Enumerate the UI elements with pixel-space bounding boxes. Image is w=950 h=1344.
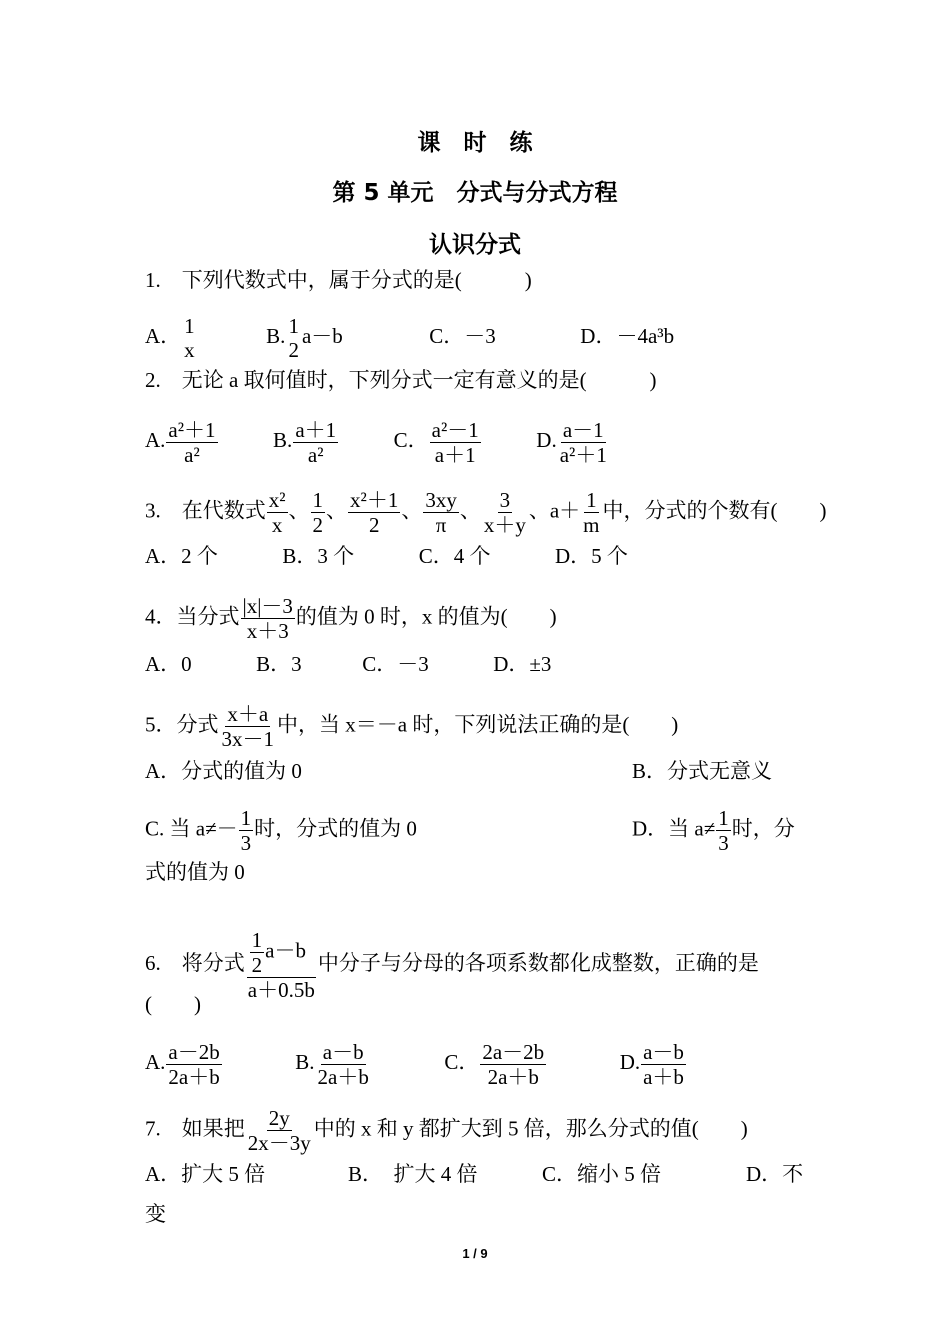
numerator	[247, 928, 316, 978]
question-7-stem	[145, 1106, 748, 1155]
option-label: B.	[295, 1050, 315, 1075]
option-label: D.	[536, 428, 557, 453]
option-text: C. 当 a≠－	[145, 816, 238, 841]
numerator: 1	[312, 488, 324, 512]
q1-option-a	[145, 314, 203, 363]
numerator: a²＋1	[168, 418, 216, 442]
q6-option-b	[295, 1040, 372, 1090]
numerator: x＋a	[227, 702, 269, 726]
stem-text: 中，分式的个数有( )	[602, 498, 827, 523]
stem-text: 、a＋	[528, 498, 581, 523]
question-2-options	[145, 418, 610, 467]
option-text: D．当 a≠	[632, 816, 716, 841]
stem-text: 3. 在代数式	[145, 498, 266, 523]
q3-option-d: D．5 个	[554, 544, 628, 568]
question-1-options	[145, 314, 674, 362]
numerator: 1	[288, 314, 299, 338]
question-3-options	[145, 542, 628, 570]
fraction	[480, 1040, 546, 1089]
stem-text: 中分子与分母的各项系数都化成整数，正确的是	[317, 951, 759, 976]
denominator: 3	[240, 831, 252, 856]
q7-option-d-wrap: 变	[145, 1202, 166, 1226]
question-4-stem	[145, 594, 557, 643]
q2-option-d	[536, 418, 610, 468]
fraction	[558, 418, 609, 467]
numerator: 1	[240, 806, 252, 830]
denominator: 2a＋b	[487, 1065, 539, 1090]
q5-option-b: B．分式无意义	[632, 759, 773, 783]
fraction	[166, 418, 217, 467]
stem-text: 5．分式	[145, 712, 219, 737]
q7-option-b: B． 扩大 4 倍	[348, 1162, 478, 1186]
fraction	[220, 702, 277, 751]
denominator: 2	[288, 338, 299, 363]
q5-option-a: A．分式的值为 0	[145, 759, 302, 783]
stem-text: 4．当分式	[145, 604, 240, 629]
option-text: a－b	[301, 323, 343, 348]
separator: 、	[288, 498, 310, 523]
numerator: a－2b	[168, 1040, 220, 1064]
option-text: 时，分式的值为 0	[254, 816, 417, 841]
denominator: 3x－1	[221, 727, 274, 752]
fraction	[716, 806, 731, 855]
q1-option-b	[266, 314, 348, 363]
numerator: 2a－2b	[482, 1040, 545, 1064]
numerator: |x|－3	[242, 594, 293, 618]
fraction	[641, 1040, 686, 1089]
q7-option-c: C．缩小 5 倍	[542, 1162, 662, 1186]
q4-option-d: D．±3	[493, 652, 552, 676]
denominator: 2	[368, 513, 380, 538]
fraction	[348, 488, 400, 537]
numerator: 1	[586, 488, 597, 512]
option-label: A.	[145, 1050, 166, 1075]
fraction	[581, 488, 601, 537]
fraction	[423, 488, 459, 537]
numerator: 3	[499, 488, 511, 512]
q5-option-d-wrap: 式的值为 0	[145, 860, 245, 884]
numerator: a－b	[643, 1040, 684, 1064]
stem-text: 7. 如果把	[145, 1116, 245, 1141]
denominator: a²	[184, 443, 200, 468]
q2-option-b	[273, 418, 339, 468]
denominator: x	[271, 513, 283, 538]
denominator: 2a＋b	[317, 1065, 369, 1090]
fraction	[293, 418, 338, 467]
section-title: 认识分式	[429, 232, 521, 258]
separator: 、	[401, 498, 423, 523]
numerator: 1	[184, 314, 195, 338]
numerator: a－1	[562, 418, 604, 442]
denominator: a²	[307, 443, 324, 468]
q5-option-d	[632, 806, 795, 855]
q1-option-c: C．－3	[429, 323, 496, 348]
stem-text: 的值为 0 时，x 的值为( )	[295, 604, 557, 629]
stem-text: 中的 x 和 y 都扩大到 5 倍，那么分式的值( )	[313, 1116, 748, 1141]
q3-option-b: B．3 个	[282, 544, 355, 568]
option-label: C．	[393, 428, 429, 453]
fraction	[241, 594, 295, 643]
q6-option-a	[145, 1040, 223, 1090]
q5-option-c	[145, 806, 417, 855]
denominator: x＋y	[483, 513, 526, 538]
denominator: a＋1	[434, 443, 476, 468]
denominator: 2x－3y	[247, 1131, 311, 1156]
numerator: 1	[718, 806, 729, 830]
q3-option-a: A．2 个	[145, 544, 218, 568]
denominator: 2a＋b	[168, 1065, 220, 1090]
numerator: x²	[268, 488, 286, 512]
denominator: a＋0.5b	[247, 978, 315, 1003]
fraction	[316, 1040, 371, 1089]
fraction	[286, 314, 301, 362]
denominator: π	[435, 513, 447, 538]
numerator: 1	[251, 928, 263, 952]
q4-option-a: A．0	[145, 652, 192, 676]
stem-text: 6. 将分式	[145, 951, 245, 976]
option-label: A.	[145, 428, 166, 453]
numerator-text: a－b	[265, 938, 306, 963]
question-6-stem	[145, 928, 759, 1002]
q2-option-a	[145, 418, 219, 468]
denominator: m	[583, 513, 600, 538]
fraction	[182, 314, 197, 362]
denominator: a＋b	[643, 1065, 684, 1090]
page-number: 1 / 9	[462, 1246, 488, 1261]
fraction	[482, 488, 528, 537]
option-label: C．	[444, 1050, 480, 1075]
question-6-options	[145, 1040, 687, 1089]
option-text: 时，分	[731, 816, 795, 841]
question-5-stem	[145, 702, 678, 751]
denominator: x	[184, 338, 195, 363]
numerator: 2y	[268, 1106, 290, 1130]
fraction	[311, 488, 326, 537]
option-label: B.	[273, 428, 293, 453]
denominator: 3	[718, 831, 729, 856]
fraction	[430, 418, 481, 467]
q3-option-c: C．4 个	[418, 544, 491, 568]
denominator: 2	[251, 953, 263, 978]
question-1-stem: 1. 下列代数式中，属于分式的是( )	[145, 268, 532, 292]
fraction	[250, 928, 265, 977]
unit-title: 第 5 单元 分式与分式方程	[332, 180, 618, 206]
fraction	[166, 1040, 221, 1089]
numerator: 3xy	[425, 488, 457, 512]
fraction	[239, 806, 254, 855]
question-2-stem: 2. 无论 a 取何值时，下列分式一定有意义的是( )	[145, 368, 657, 392]
option-label: D.	[619, 1050, 641, 1075]
separator: 、	[459, 498, 481, 523]
numerator: a²－1	[431, 418, 479, 442]
stem-text: 中，当 x＝－a 时，下列说法正确的是( )	[277, 712, 679, 737]
q7-option-d: D．不	[746, 1162, 804, 1186]
question-4-options	[145, 650, 551, 678]
numerator: a－b	[322, 1040, 364, 1064]
option-label: A．	[145, 323, 182, 348]
fraction	[246, 1106, 313, 1155]
denominator: x＋3	[246, 619, 289, 644]
q4-option-b: B．3	[256, 652, 302, 676]
separator: 、	[326, 498, 348, 523]
q7-option-a: A．扩大 5 倍	[145, 1162, 266, 1186]
option-label: B.	[266, 323, 286, 348]
fraction	[267, 488, 288, 537]
denominator: 2	[312, 513, 324, 538]
question-3-stem	[145, 488, 827, 537]
complex-fraction	[246, 928, 317, 1002]
q2-option-c	[393, 418, 482, 468]
question-6-stem-wrap: ( )	[145, 992, 201, 1016]
page-title: 课 时 练	[417, 130, 533, 156]
q1-option-d: D．－4a³b	[580, 323, 675, 348]
q6-option-d	[619, 1040, 687, 1090]
numerator: a＋1	[295, 418, 337, 442]
numerator: x²＋1	[350, 488, 399, 512]
q4-option-c: C．－3	[362, 652, 429, 676]
q6-option-c	[444, 1040, 547, 1090]
denominator: a²＋1	[559, 443, 607, 468]
